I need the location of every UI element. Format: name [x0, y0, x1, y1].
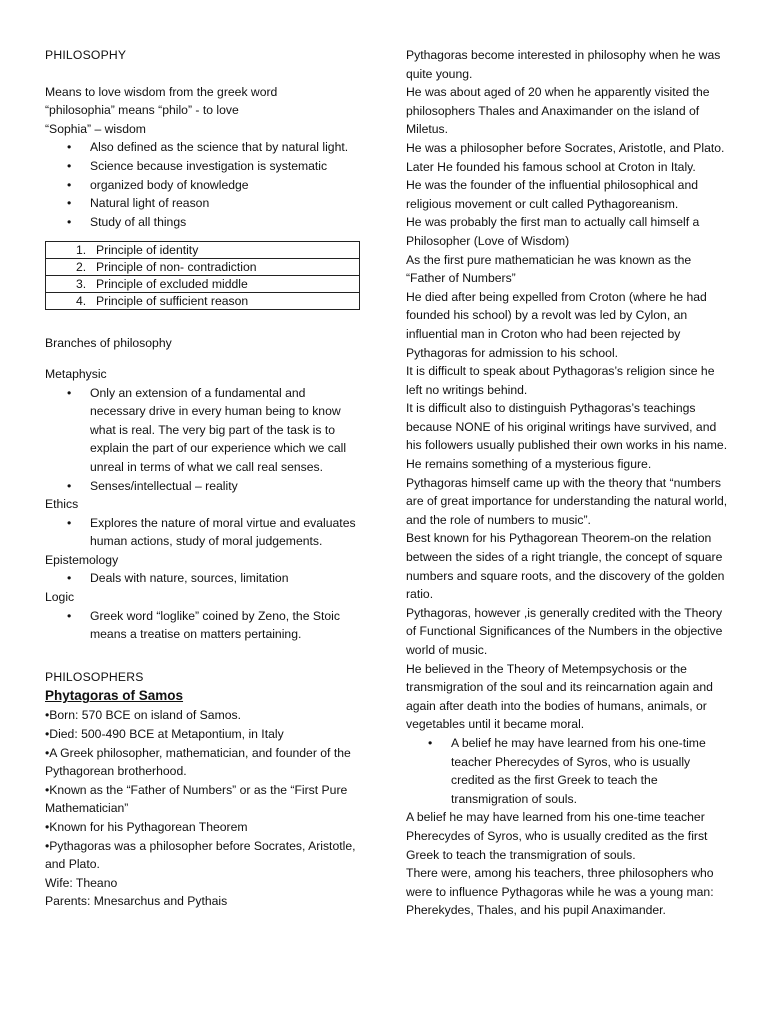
- list-item: • Senses/intellectual – reality: [45, 477, 363, 496]
- list-item: • Deals with nature, sources, limitation: [45, 569, 363, 588]
- fact-line: •Known as the “Father of Numbers” or as the “First Pure Mathematician”: [45, 782, 348, 816]
- ethics-title: Ethics: [45, 497, 79, 512]
- paragraph: He was about aged of 20 when he apparently visited the philosophers Thales and Anaximander on the island of Miletus.: [406, 85, 710, 137]
- intro-line: Means to love wisdom from the greek word: [45, 84, 278, 99]
- row-number: 2.: [76, 260, 87, 275]
- list-item: • Natural light of reason: [45, 194, 363, 213]
- row-text: Principle of identity: [96, 243, 199, 258]
- fact-line: •Died: 500-490 BCE at Metapontium, in Italy: [45, 727, 284, 742]
- paragraph: He was a philosopher before Socrates, Aristotle, and Plato.: [406, 140, 725, 155]
- paragraph: Pythagoras, however ,is generally credited with the Theory of Functional Significances of the Numbers in the objective world of music.: [406, 605, 723, 657]
- metaphysic-title: Metaphysic: [45, 366, 107, 381]
- list-item: • Science because investigation is systematic: [45, 157, 363, 176]
- philosophers-heading: PHILOSOPHERS: [45, 669, 144, 684]
- paragraph: It is difficult also to distinguish Pythagoras’s teachings because NONE of his original writings have survived, and his followers usually published their own works in his name. He remains something of a mysterious figure.: [406, 401, 728, 472]
- philosophy-heading: PHILOSOPHY: [45, 48, 127, 62]
- principles-table: [45, 241, 360, 310]
- list-item: • Greek word “loglike” coined by Zeno, the Stoic means a treatise on matters pertaining.: [45, 607, 363, 644]
- table-row: [46, 276, 360, 293]
- paragraph: It is difficult to speak about Pythagoras’s religion since he left no writings behind.: [406, 364, 715, 397]
- paragraph: Pythagoras himself came up with the theory that “numbers are of great importance for understanding the natural world, and the role of numbers to music”.: [406, 475, 728, 527]
- fact-line: •Pythagoras was a philosopher before Socrates, Aristotle, and Plato.: [45, 838, 356, 872]
- table-row: [46, 242, 360, 259]
- fact-line: •A Greek philosopher, mathematician, and founder of the Pythagorean brotherhood.: [45, 745, 351, 779]
- metaphysic-list: [45, 384, 363, 496]
- ethics-list: [45, 514, 363, 551]
- list-item: • Only an extension of a fundamental and necessary drive in every human being to know what is real. The very big part of the task is to explain the part of our experience which we call unreal in terms of what we call real senses.: [45, 384, 363, 477]
- row-text: Principle of sufficient reason: [96, 294, 249, 309]
- list-item: • Study of all things: [45, 213, 363, 232]
- teacher-bullet-list: [406, 734, 728, 808]
- row-number: 1.: [76, 243, 87, 258]
- paragraph: He believed in the Theory of Metempsychosis or the transmigration of the soul and its reincarnation again and again after death into the bodies of humans, animals, or vegetables until it became moral.: [406, 661, 713, 732]
- row-number: 3.: [76, 277, 87, 292]
- paragraph: There were, among his teachers, three philosophers who were to influence Pythagoras while he was a young man: Pherekydes, Thales, and his pupil Anaximander.: [406, 866, 714, 918]
- fact-line: •Born: 570 BCE on island of Samos.: [45, 708, 241, 723]
- paragraph: He was probably the first man to actually call himself a Philosopher (Love of Wisdom): [406, 215, 700, 248]
- logic-title: Logic: [45, 590, 75, 605]
- left-column: [45, 46, 363, 911]
- intro-line: “Sophia” – wisdom: [45, 121, 146, 136]
- row-number: 4.: [76, 294, 87, 309]
- paragraph: He died after being expelled from Croton (where he had founded his school) by a revolt was led by Cylon, an influential man in Croton who had been rejected by Pythagoras for admission to his school.: [406, 289, 707, 360]
- list-item: • organized body of knowledge: [45, 176, 363, 195]
- paragraph: A belief he may have learned from his one-time teacher Pherecydes of Syros, who is usually credited as the first Greek to teach the transmigration of souls.: [406, 810, 708, 862]
- paragraph: As the first pure mathematician he was known as the “Father of Numbers”: [406, 252, 692, 286]
- row-text: Principle of excluded middle: [96, 277, 248, 292]
- table-row: [46, 259, 360, 276]
- list-item: • Also defined as the science that by natural light.: [45, 138, 363, 157]
- logic-list: [45, 607, 363, 644]
- row-text: Principle of non- contradiction: [96, 260, 257, 275]
- fact-line: Parents: Mnesarchus and Pythais: [45, 894, 228, 909]
- definition-list: [45, 138, 363, 231]
- paragraph: Best known for his Pythagorean Theorem-on the relation between the sides of a right triangle, the concept of square numbers and square roots, and the discovery of the golden ratio.: [406, 531, 725, 602]
- fact-line: •Known for his Pythagorean Theorem: [45, 820, 248, 834]
- list-item: • A belief he may have learned from his one-time teacher Pherecydes of Syros, who is usually credited as the first Greek to teach the transmigration of souls.: [406, 734, 728, 808]
- philosopher-name: Phytagoras of Samos: [45, 688, 184, 704]
- table-row: [46, 293, 360, 310]
- list-item: • Explores the nature of moral virtue and evaluates human actions, study of moral judgements.: [45, 514, 363, 551]
- fact-line: Wife: Theano: [45, 875, 118, 890]
- paragraph: Pythagoras become interested in philosophy when he was quite young.: [406, 48, 721, 81]
- epistemology-list: [45, 569, 363, 588]
- branches-heading: Branches of philosophy: [45, 336, 172, 351]
- right-column: [406, 46, 728, 920]
- intro-line: “philosophia” means “philo” - to love: [45, 103, 239, 118]
- epistemology-title: Epistemology: [45, 552, 119, 567]
- paragraph: He was the founder of the influential philosophical and religious movement or cult called Pythagoreanism.: [406, 178, 699, 211]
- paragraph: Later He founded his famous school at Croton in Italy.: [406, 159, 696, 174]
